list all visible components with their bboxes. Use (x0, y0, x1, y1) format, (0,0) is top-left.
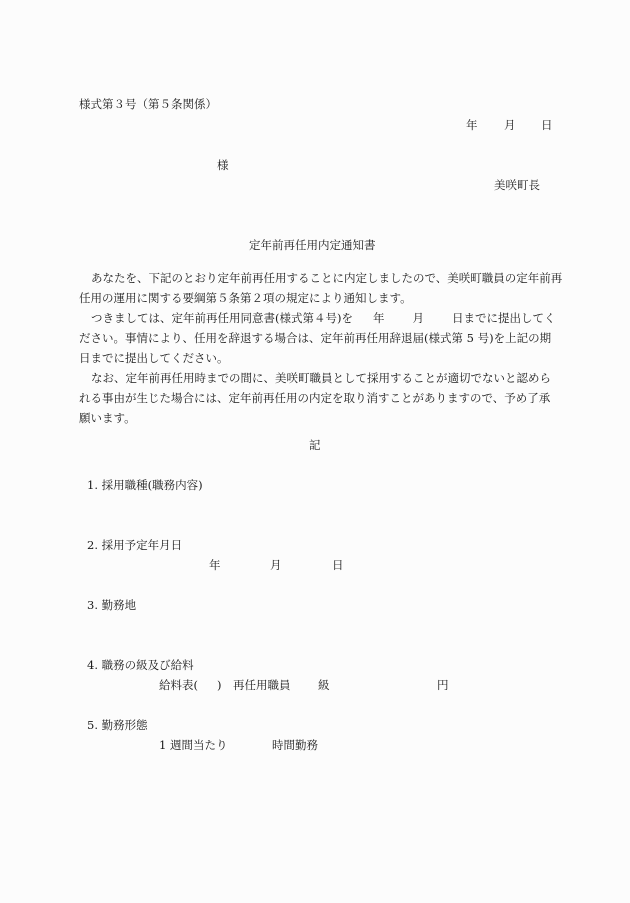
body-line: 任用の運用に関する要綱第５条第２項の規定により通知します。 (79, 291, 412, 305)
body-text: 日までに提出してく (451, 311, 556, 325)
sender-name: 美咲町長 (494, 178, 540, 192)
addressee-suffix: 様 (217, 158, 229, 172)
deadline-year-label: 年 (372, 311, 385, 325)
body-text: つきましては、定年前再任用同意書(様式第４号)を (91, 311, 353, 325)
item-label: 2. 採用予定年月日 (87, 538, 183, 552)
body-line: あなたを、下記のとおり定年前再任用することに内定しましたので、美咲町職員の定年前再 (91, 271, 563, 285)
form-number: 様式第３号（第５条関係） (79, 97, 217, 111)
item-label: 1. 採用職種(職務内容) (87, 478, 203, 492)
body-line: れる事由が生じた場合には、定年前再任用の内定を取り消すことがありますので、予め了承 (79, 391, 551, 405)
position-label: 再任用職員 (233, 678, 291, 692)
start-day-label: 日 (332, 558, 344, 572)
item-label: 3. 勤務地 (87, 598, 137, 612)
document-title: 定年前再任用内定通知書 (249, 238, 376, 252)
hours-label: 時間勤務 (272, 738, 318, 752)
grade-label: 級 (318, 678, 330, 692)
body-line (79, 311, 565, 325)
salary-table-label: 給料表( (159, 678, 198, 692)
ki-heading: 記 (309, 438, 321, 452)
per-week-label: 1 週間当たり (159, 738, 228, 752)
yen-label: 円 (437, 678, 449, 692)
body-line: 願います。 (79, 411, 136, 425)
deadline-month-label: 月 (412, 311, 424, 325)
item-label: 5. 勤務形態 (87, 718, 148, 732)
date-month-label: 月 (504, 118, 516, 132)
start-year-label: 年 (209, 558, 221, 572)
start-month-label: 月 (270, 558, 282, 572)
salary-table-close: ) (217, 678, 222, 692)
body-line: なお、定年前再任用時までの間に、美咲町職員として採用することが適切でないと認めら (91, 371, 551, 385)
date-day-label: 日 (541, 118, 553, 132)
body-line: 日までに提出してください。 (79, 351, 229, 365)
body-line: ださい。事情により、任用を辞退する場合は、定年前再任用辞退届(様式第 5 号)を上記の期 (79, 331, 552, 345)
item-label: 4. 職務の級及び給料 (87, 658, 194, 672)
date-year-label: 年 (466, 118, 478, 132)
